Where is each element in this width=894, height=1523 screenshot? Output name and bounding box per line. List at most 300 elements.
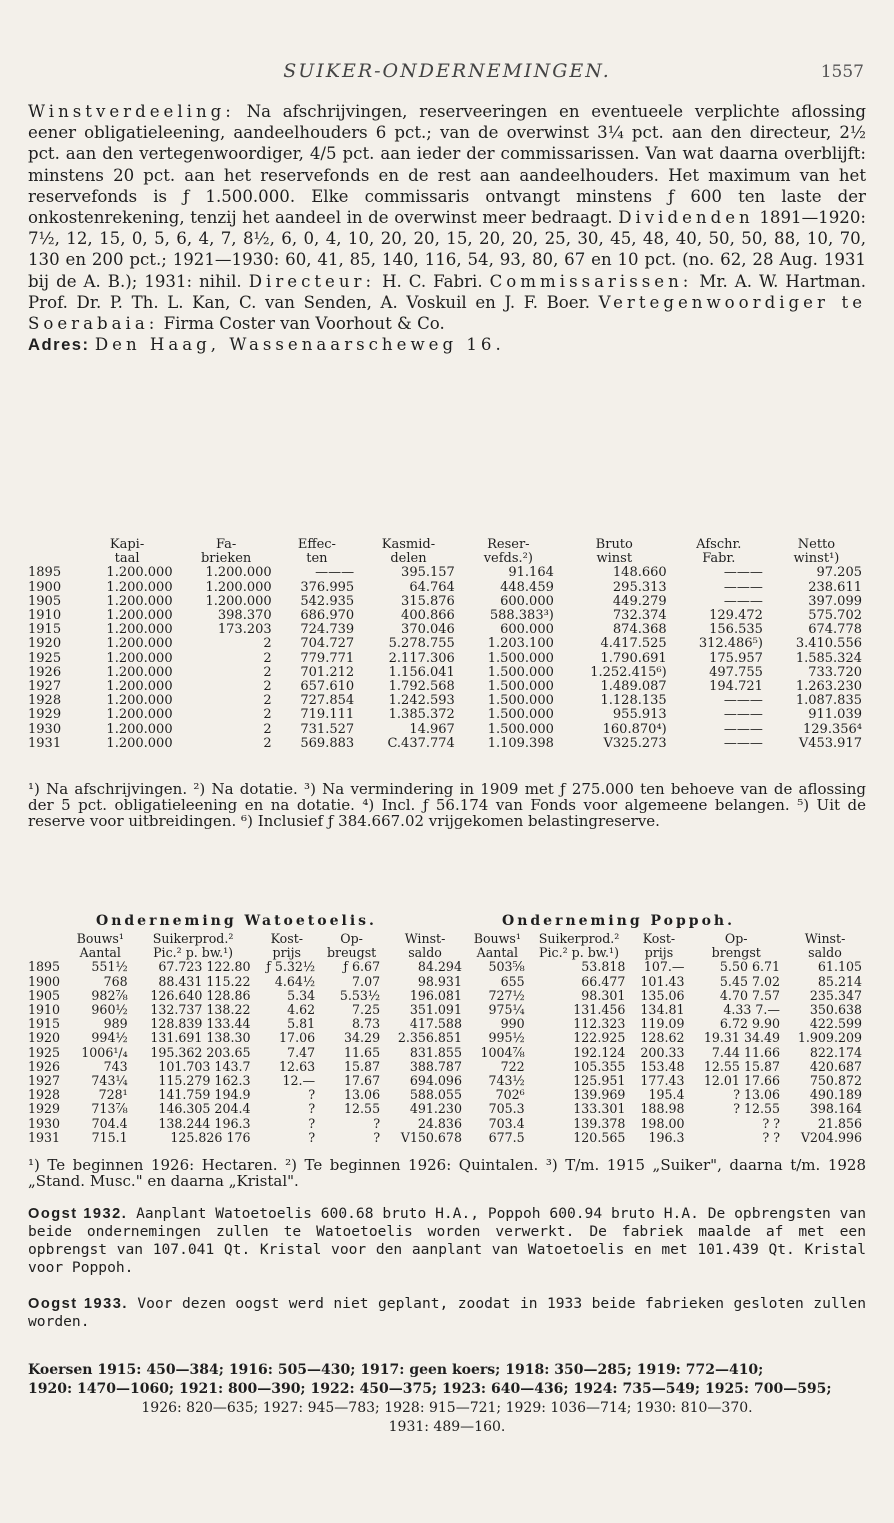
finance-cell: 1895 bbox=[28, 565, 62, 581]
production-cell: ? bbox=[308, 1115, 316, 1131]
finance-column-header: Kapi- bbox=[109, 537, 145, 552]
production-column-header: Aantal bbox=[79, 945, 121, 961]
production-cell: 133.301 bbox=[573, 1101, 626, 1117]
production-cell: 990 bbox=[500, 1016, 525, 1032]
production-cell: 4.33 7.— bbox=[723, 1002, 781, 1018]
finance-cell: 2 bbox=[263, 693, 272, 709]
production-cell: 677.5 bbox=[488, 1129, 525, 1145]
oogst-1932 bbox=[28, 1205, 866, 1277]
production-cell: 21.856 bbox=[817, 1115, 862, 1131]
finance-column-header: Bruto bbox=[595, 537, 633, 552]
finance-row bbox=[28, 566, 866, 580]
production-cell: 655 bbox=[500, 973, 525, 989]
commissarissen-text: Mr. A. W. Hartman. Prof. Dr. P. Th. L. Kan, C. van Senden, A. Voskuil en J. F. Boer. bbox=[28, 271, 866, 312]
production-cell: 715.1 bbox=[91, 1129, 128, 1145]
production-cell: ? bbox=[308, 1129, 316, 1145]
production-cell: 995½ bbox=[488, 1030, 525, 1046]
production-cell: 422.599 bbox=[809, 1016, 862, 1032]
production-cell: 135.06 bbox=[640, 987, 685, 1003]
production-cell: 66.477 bbox=[581, 973, 626, 989]
finance-cell: 2.117.306 bbox=[388, 650, 455, 666]
production-cell: ? bbox=[373, 1129, 381, 1145]
production-cell: 703.4 bbox=[488, 1115, 525, 1131]
production-cell: 195.362 203.65 bbox=[150, 1044, 251, 1060]
production-cell: 982⅞ bbox=[91, 987, 128, 1003]
production-column-header: Kost- bbox=[270, 931, 304, 946]
production-cell: 491.230 bbox=[409, 1101, 462, 1117]
production-cell: 5.34 bbox=[287, 987, 316, 1003]
production-cell: 702⁶ bbox=[495, 1087, 525, 1103]
finance-cell: 449.279 bbox=[612, 593, 667, 609]
finance-cell: 569.883 bbox=[300, 735, 355, 751]
finance-column-header bbox=[28, 552, 78, 566]
finance-cell: 175.957 bbox=[709, 650, 763, 666]
finance-cell: ——— bbox=[723, 721, 763, 737]
finance-cell: 1927 bbox=[28, 679, 62, 695]
production-row bbox=[28, 989, 866, 1003]
production-cell: 768 bbox=[103, 973, 128, 989]
production-cell: ? bbox=[308, 1101, 316, 1117]
finance-column-header: winst¹) bbox=[793, 551, 840, 567]
finance-cell: 497.755 bbox=[709, 664, 763, 680]
adres-text: Den Haag, Wassenaarscheweg 16. bbox=[94, 335, 505, 355]
production-row bbox=[28, 1017, 866, 1031]
production-cell: 12.55 15.87 bbox=[703, 1058, 781, 1074]
production-cell: 960½ bbox=[91, 1002, 128, 1018]
production-cell: 101.43 bbox=[640, 973, 685, 989]
production-cell: 5.53½ bbox=[339, 987, 381, 1003]
finance-cell: 370.046 bbox=[401, 622, 455, 638]
production-cell: 713⅞ bbox=[91, 1101, 128, 1117]
production-header-row bbox=[28, 946, 866, 960]
finance-cell: 1.200.000 bbox=[106, 608, 173, 624]
finance-cell: ——— bbox=[723, 593, 763, 609]
production-cell: 138.244 196.3 bbox=[158, 1115, 251, 1131]
finance-cell: 4.417.525 bbox=[600, 636, 667, 652]
finance-cell: 400.866 bbox=[401, 608, 455, 624]
finance-cell: 1.792.568 bbox=[388, 679, 455, 695]
finance-cell: 1915 bbox=[28, 622, 62, 638]
finance-cell: 600.000 bbox=[500, 593, 554, 609]
production-cell: 1895 bbox=[28, 959, 61, 975]
production-column-header: Kost- bbox=[642, 931, 676, 946]
finance-cell: 14.967 bbox=[409, 721, 455, 737]
finance-row bbox=[28, 652, 866, 666]
finance-column-header: brieken bbox=[200, 551, 252, 567]
finance-cell: 2 bbox=[263, 721, 272, 737]
production-cell: 750.872 bbox=[809, 1073, 862, 1089]
production-column-header: Bouws¹ bbox=[473, 931, 521, 946]
finance-cell: 160.870⁴) bbox=[602, 721, 667, 737]
production-cell: 17.67 bbox=[344, 1073, 381, 1089]
finance-cell: 1.489.087 bbox=[600, 679, 667, 695]
production-cell: 126.640 128.86 bbox=[150, 987, 251, 1003]
finance-cell: 1930 bbox=[28, 721, 62, 737]
production-cell: 132.737 138.22 bbox=[150, 1002, 251, 1018]
finance-cell: ——— bbox=[315, 565, 355, 581]
finance-cell: 173.203 bbox=[217, 622, 272, 638]
finance-cell: 91.164 bbox=[508, 565, 554, 581]
production-column-header: Winst- bbox=[404, 931, 446, 946]
finance-cell: 588.383³) bbox=[489, 608, 554, 624]
finance-row bbox=[28, 723, 866, 737]
finance-cell: 395.157 bbox=[401, 565, 455, 581]
production-cell: 139.969 bbox=[573, 1087, 626, 1103]
production-cell: 6.72 9.90 bbox=[719, 1016, 781, 1032]
production-cell: 34.29 bbox=[344, 1030, 381, 1046]
production-column-header bbox=[28, 946, 69, 960]
finance-cell: 1.200.000 bbox=[106, 707, 173, 723]
finance-cell: 1931 bbox=[28, 735, 62, 751]
production-cell: 195.4 bbox=[648, 1087, 685, 1103]
finance-footnotes: ¹) Na afschrijvingen. ²) Na dotatie. ³) Na vermindering in 1909 met ƒ 275.000 ten behoeve van de aflossing der 5 pct. obligatieleening en na dotatie. ⁴) Incl. ƒ 56.174 van Fonds voor algemeene belangen. ⁵) Uit de reserve voor uitbreidingen. ⁶) Inclusief ƒ 384.667.02 vrijgekomen belastingreserve. bbox=[28, 780, 866, 830]
finance-cell: 727.854 bbox=[300, 693, 355, 709]
production-cell: 125.951 bbox=[573, 1073, 626, 1089]
production-cell: 12.63 bbox=[279, 1058, 316, 1074]
finance-column-header: winst bbox=[596, 551, 633, 567]
finance-cell: 1.500.000 bbox=[487, 664, 554, 680]
production-cell: 13.06 bbox=[344, 1087, 381, 1103]
finance-row bbox=[28, 694, 866, 708]
finance-cell: 5.278.755 bbox=[388, 636, 455, 652]
production-cell: 1920 bbox=[28, 1030, 61, 1046]
finance-cell: 1.500.000 bbox=[487, 693, 554, 709]
finance-cell: 2 bbox=[263, 636, 272, 652]
finance-cell: ——— bbox=[723, 693, 763, 709]
production-cell: 588.055 bbox=[409, 1087, 462, 1103]
finance-cell: 315.876 bbox=[401, 593, 455, 609]
group-heading-watoetoelis: Onderneming Watoetoelis. bbox=[96, 913, 377, 929]
koersen-line-3: 1926: 820—635; 1927: 945—783; 1928: 915—721; 1929: 1036—714; 1930: 810—370. bbox=[141, 1400, 753, 1416]
finance-row bbox=[28, 680, 866, 694]
finance-column-header: Reser- bbox=[487, 537, 530, 552]
finance-cell: 3.410.556 bbox=[795, 636, 862, 652]
finance-row bbox=[28, 581, 866, 595]
production-column-header: saldo bbox=[408, 945, 442, 961]
finance-cell: ——— bbox=[723, 579, 763, 595]
production-cell: 128.839 133.44 bbox=[150, 1016, 251, 1032]
production-cell: 98.931 bbox=[417, 973, 462, 989]
finance-column-header: Effec- bbox=[297, 537, 336, 552]
finance-cell: 312.486⁵) bbox=[698, 636, 763, 652]
production-cell: 420.687 bbox=[809, 1058, 862, 1074]
production-cell: 1928 bbox=[28, 1087, 61, 1103]
production-cell: 350.638 bbox=[809, 1002, 862, 1018]
finance-column-header: vefds.²) bbox=[483, 551, 533, 567]
production-cell: 115.279 162.3 bbox=[158, 1073, 251, 1089]
finance-cell: 1900 bbox=[28, 579, 62, 595]
production-cell: 1004⅞ bbox=[480, 1044, 525, 1060]
finance-cell: 1.200.000 bbox=[106, 679, 173, 695]
directeur-text: H. C. Fabri. bbox=[382, 271, 483, 291]
production-column-header: Aantal bbox=[476, 945, 518, 961]
finance-row bbox=[28, 595, 866, 609]
production-cell: 125.826 176 bbox=[170, 1129, 251, 1145]
production-column-header: saldo bbox=[808, 945, 842, 961]
finance-cell: V325.273 bbox=[603, 735, 667, 751]
production-cell: 119.09 bbox=[640, 1016, 685, 1032]
finance-cell: 1928 bbox=[28, 693, 62, 709]
finance-cell: 724.739 bbox=[300, 622, 355, 638]
oogst-1932-label: Oogst 1932. bbox=[28, 1206, 128, 1222]
production-cell: 351.091 bbox=[409, 1002, 462, 1018]
finance-cell: 701.212 bbox=[300, 664, 355, 680]
vertegenwoordiger-label: Vertegenwoordiger te Soerabaia: bbox=[28, 292, 867, 334]
finance-cell: 542.935 bbox=[300, 593, 355, 609]
production-table bbox=[28, 932, 866, 1145]
production-column-header: Winst- bbox=[804, 931, 846, 946]
finance-cell: 874.368 bbox=[612, 622, 667, 638]
finance-cell: 194.721 bbox=[709, 679, 763, 695]
production-cell: 1900 bbox=[28, 973, 61, 989]
production-cell: 98.301 bbox=[581, 987, 626, 1003]
finance-table bbox=[28, 538, 866, 751]
finance-column-header: Afschr. bbox=[696, 537, 742, 552]
production-column-header: Suikerprod.² bbox=[152, 931, 234, 946]
finance-cell: 1905 bbox=[28, 593, 62, 609]
finance-cell: 719.111 bbox=[300, 707, 355, 723]
production-cell: 7.44 11.66 bbox=[711, 1044, 781, 1060]
finance-cell: 1.200.000 bbox=[106, 593, 173, 609]
production-cell: 727½ bbox=[488, 987, 525, 1003]
production-cell: 196.3 bbox=[648, 1129, 685, 1145]
finance-column-header: Fabr. bbox=[702, 551, 736, 567]
finance-cell: 1910 bbox=[28, 608, 62, 624]
production-column-header: prijs bbox=[272, 945, 302, 961]
finance-cell: 129.356⁴ bbox=[803, 721, 862, 737]
finance-header-row bbox=[28, 538, 866, 552]
production-cell: 188.98 bbox=[640, 1101, 685, 1117]
finance-cell: 733.720 bbox=[808, 664, 862, 680]
finance-cell: 674.778 bbox=[808, 622, 862, 638]
production-cell: 101.703 143.7 bbox=[158, 1058, 251, 1074]
production-cell: 198.00 bbox=[640, 1115, 685, 1131]
production-cell: 1931 bbox=[28, 1129, 61, 1145]
winstverdeeling-text: Na afschrijvingen, reserveeringen en eventueele verplichte aflossing eener obligatieleening, aandeelhouders 6 pct.; van de overwinst 3¼ pct. aan den directeur, 2½ pct. aan den vertegenwoordiger, 4/5 pct. aan ieder der commissarissen. Van wat daarna overblijft: minstens 20 pct. aan het reservefonds en de rest aan aandeelhouders. Het maximum van het reservefonds is ƒ 1.500.000. Elke commissaris ontvangt minstens ƒ 600 ten laste der onkostenrekening, tenzij het aandeel in de overwinst meer bedraagt. bbox=[28, 102, 866, 228]
production-cell: ? ? bbox=[762, 1115, 781, 1131]
finance-column-header: Netto bbox=[797, 537, 836, 552]
production-cell: 67.723 122.80 bbox=[158, 959, 251, 975]
finance-cell: 2 bbox=[263, 679, 272, 695]
production-row bbox=[28, 1031, 866, 1045]
production-row bbox=[28, 1088, 866, 1102]
oogst-1933 bbox=[28, 1295, 866, 1331]
page-header bbox=[0, 60, 894, 90]
finance-cell: 2 bbox=[263, 650, 272, 666]
production-cell: 177.43 bbox=[640, 1073, 685, 1089]
production-cell: 112.323 bbox=[573, 1016, 626, 1032]
production-cell: 19.31 34.49 bbox=[703, 1030, 781, 1046]
finance-cell: 1.200.000 bbox=[205, 579, 272, 595]
production-cell: 107.— bbox=[643, 959, 685, 975]
finance-cell: 398.370 bbox=[217, 608, 272, 624]
production-cell: ? 12.55 bbox=[733, 1101, 781, 1117]
production-cell: V204.996 bbox=[800, 1129, 862, 1145]
winstverdeeling-label: Winstverdeeling: bbox=[28, 102, 235, 121]
production-row bbox=[28, 1102, 866, 1116]
production-cell: 7.07 bbox=[352, 973, 381, 989]
finance-column-header: ten bbox=[306, 551, 328, 567]
production-column-header: Op- bbox=[340, 931, 363, 946]
finance-cell: 1.200.000 bbox=[106, 664, 173, 680]
finance-cell: 1.385.372 bbox=[388, 707, 455, 723]
production-cell: 84.294 bbox=[417, 959, 462, 975]
finance-cell: 779.771 bbox=[300, 650, 355, 666]
production-footnotes: ¹) Te beginnen 1926: Hectaren. ²) Te beginnen 1926: Quintalen. ³) T/m. 1915 „Suiker", daarna t/m. 1928 „Stand. Musc." en daarna „Kristal". bbox=[28, 1156, 866, 1190]
finance-cell: 376.995 bbox=[300, 579, 355, 595]
finance-cell: C.437.774 bbox=[387, 735, 455, 751]
production-cell: 4.62 bbox=[287, 1002, 316, 1018]
page-number: 1557 bbox=[820, 62, 864, 82]
production-header-row bbox=[28, 932, 866, 946]
finance-cell: 1.087.835 bbox=[795, 693, 862, 709]
production-cell: 196.081 bbox=[409, 987, 462, 1003]
production-cell: 131.691 138.30 bbox=[150, 1030, 251, 1046]
finance-column-header: Kasmid- bbox=[381, 537, 436, 552]
production-cell: ƒ 5.32½ bbox=[266, 959, 316, 975]
production-cell: 141.759 194.9 bbox=[158, 1087, 251, 1103]
finance-cell: 911.039 bbox=[808, 707, 862, 723]
finance-cell: ——— bbox=[723, 565, 763, 581]
adres-label: Adres: bbox=[28, 335, 90, 355]
production-cell: 704.4 bbox=[91, 1115, 128, 1131]
vertegenwoordiger-text: Firma Coster van Voorhout & Co. bbox=[163, 314, 445, 334]
finance-row bbox=[28, 637, 866, 651]
finance-row bbox=[28, 609, 866, 623]
dividenden-label: Dividenden bbox=[618, 208, 754, 228]
production-cell: 192.124 bbox=[573, 1044, 626, 1060]
finance-cell: 1.200.000 bbox=[106, 565, 173, 581]
production-cell: 831.855 bbox=[409, 1044, 462, 1060]
finance-cell: 732.374 bbox=[612, 608, 667, 624]
production-cell: 24.836 bbox=[417, 1115, 462, 1131]
production-row bbox=[28, 1117, 866, 1131]
production-cell: ? bbox=[308, 1087, 316, 1103]
production-cell: 1926 bbox=[28, 1058, 61, 1074]
production-cell: 8.73 bbox=[352, 1016, 381, 1032]
finance-cell: 1929 bbox=[28, 707, 62, 723]
finance-cell: 64.764 bbox=[409, 579, 455, 595]
production-row bbox=[28, 1131, 866, 1145]
dividenden-text: 1891—1920: 7½, 12, 15, 0, 5, 6, 4, 7, 8½, 6, 0, 4, 10, 20, 20, 15, 20, 20, 25, 30, 45, 48, 40, 50, 50, 88, 10, 70, 130 en 200 pct.; 1921—1930: 60, 41, 85, 140, 116, 54, 93, 80, 67 en 10 pct. (no. 62, 28 Aug. 1931 bij de A. B.); 1931: nihil. bbox=[28, 208, 867, 291]
finance-cell: 2 bbox=[263, 735, 272, 751]
commissarissen-label: Commissarissen: bbox=[489, 271, 693, 291]
finance-column-header: delen bbox=[390, 551, 427, 567]
production-cell: 131.456 bbox=[573, 1002, 626, 1018]
production-cell: 88.431 115.22 bbox=[158, 973, 251, 989]
production-cell: 15.87 bbox=[344, 1058, 381, 1074]
production-cell: V150.678 bbox=[400, 1129, 462, 1145]
finance-cell: 1.128.135 bbox=[600, 693, 667, 709]
production-row bbox=[28, 1003, 866, 1017]
running-title: SUIKER-ONDERNEMINGEN. bbox=[283, 60, 611, 82]
production-cell: ? 13.06 bbox=[733, 1087, 781, 1103]
finance-cell: 148.660 bbox=[612, 565, 667, 581]
finance-cell: 1926 bbox=[28, 664, 62, 680]
production-column-header bbox=[28, 932, 69, 946]
finance-column-header: Fa- bbox=[215, 537, 237, 552]
finance-cell: 955.913 bbox=[612, 707, 667, 723]
finance-cell: 1.200.000 bbox=[106, 636, 173, 652]
production-cell: 120.565 bbox=[573, 1129, 626, 1145]
finance-column-header: taal bbox=[114, 551, 140, 567]
production-cell: 694.096 bbox=[409, 1073, 462, 1089]
production-cell: 1910 bbox=[28, 1002, 61, 1018]
finance-cell: 1.500.000 bbox=[487, 650, 554, 666]
production-cell: 153.48 bbox=[640, 1058, 685, 1074]
finance-row bbox=[28, 708, 866, 722]
finance-cell: 129.472 bbox=[709, 608, 763, 624]
finance-cell: 1.200.000 bbox=[106, 693, 173, 709]
production-cell: 1925 bbox=[28, 1044, 61, 1060]
production-column-header: Pic.² p. bw.¹) bbox=[539, 945, 620, 961]
finance-cell: 1920 bbox=[28, 636, 62, 652]
production-cell: ? bbox=[373, 1115, 381, 1131]
finance-header-row bbox=[28, 552, 866, 566]
finance-cell: 1.200.000 bbox=[205, 565, 272, 581]
finance-cell: 1.156.041 bbox=[388, 664, 455, 680]
finance-cell: 1.242.593 bbox=[388, 693, 455, 709]
production-cell: 398.164 bbox=[809, 1101, 862, 1117]
directeur-label: Directeur: bbox=[248, 271, 376, 291]
production-row bbox=[28, 960, 866, 974]
production-row bbox=[28, 1060, 866, 1074]
production-cell: 705.3 bbox=[488, 1101, 525, 1117]
production-cell: 503⅝ bbox=[488, 959, 525, 975]
production-cell: 139.378 bbox=[573, 1115, 626, 1131]
production-column-header: Pic.² p. bw.¹) bbox=[153, 945, 234, 961]
finance-cell: ——— bbox=[723, 707, 763, 723]
production-cell: 12.55 bbox=[344, 1101, 381, 1117]
production-cell: 105.355 bbox=[573, 1058, 626, 1074]
production-cell: 7.25 bbox=[352, 1002, 381, 1018]
production-cell: 1915 bbox=[28, 1016, 61, 1032]
production-cell: ? ? bbox=[762, 1129, 781, 1145]
finance-cell: 2 bbox=[263, 707, 272, 723]
finance-row bbox=[28, 623, 866, 637]
production-cell: 61.105 bbox=[817, 959, 862, 975]
production-cell: 5.45 7.02 bbox=[719, 973, 781, 989]
finance-cell: 397.099 bbox=[808, 593, 862, 609]
finance-row bbox=[28, 737, 866, 751]
oogst-1932-text: Aanplant Watoetoelis 600.68 bruto H.A., Poppoh 600.94 bruto H.A. De opbrengsten van beide ondernemingen zullen te Watoetoelis worden verwerkt. De fabriek maalde af met een opbrengst van 107.041 Qt. Kristal voor den aanplant van Watoetoelis en met 101.439 Qt. Kristal voor Poppoh. bbox=[28, 1205, 866, 1276]
production-cell: 989 bbox=[103, 1016, 128, 1032]
production-cell: 200.33 bbox=[640, 1044, 685, 1060]
production-cell: 53.818 bbox=[581, 959, 626, 975]
production-cell: 1.909.209 bbox=[797, 1030, 862, 1046]
finance-cell: 1925 bbox=[28, 650, 62, 666]
finance-cell: 1.200.000 bbox=[106, 622, 173, 638]
finance-cell: 1.790.691 bbox=[600, 650, 667, 666]
production-cell: 85.214 bbox=[817, 973, 862, 989]
finance-cell: ——— bbox=[723, 735, 763, 751]
production-row bbox=[28, 1074, 866, 1088]
koersen bbox=[28, 1361, 866, 1437]
koersen-line-2: 1920: 1470—1060; 1921: 800—390; 1922: 450—375; 1923: 640—436; 1924: 735—549; 1925: 700—595; bbox=[28, 1381, 832, 1397]
production-column-header: breugst bbox=[326, 945, 377, 961]
finance-cell: 731.527 bbox=[300, 721, 355, 737]
production-cell: 551½ bbox=[91, 959, 128, 975]
finance-cell: 1.252.415⁶) bbox=[590, 664, 667, 680]
finance-cell: 600.000 bbox=[500, 622, 554, 638]
production-cell: 235.347 bbox=[809, 987, 862, 1003]
production-cell: 1930 bbox=[28, 1115, 61, 1131]
finance-cell: 1.200.000 bbox=[106, 735, 173, 751]
production-cell: 146.305 204.4 bbox=[158, 1101, 251, 1117]
production-cell: 490.189 bbox=[809, 1087, 862, 1103]
finance-cell: 1.585.324 bbox=[795, 650, 862, 666]
finance-cell: 156.535 bbox=[709, 622, 763, 638]
